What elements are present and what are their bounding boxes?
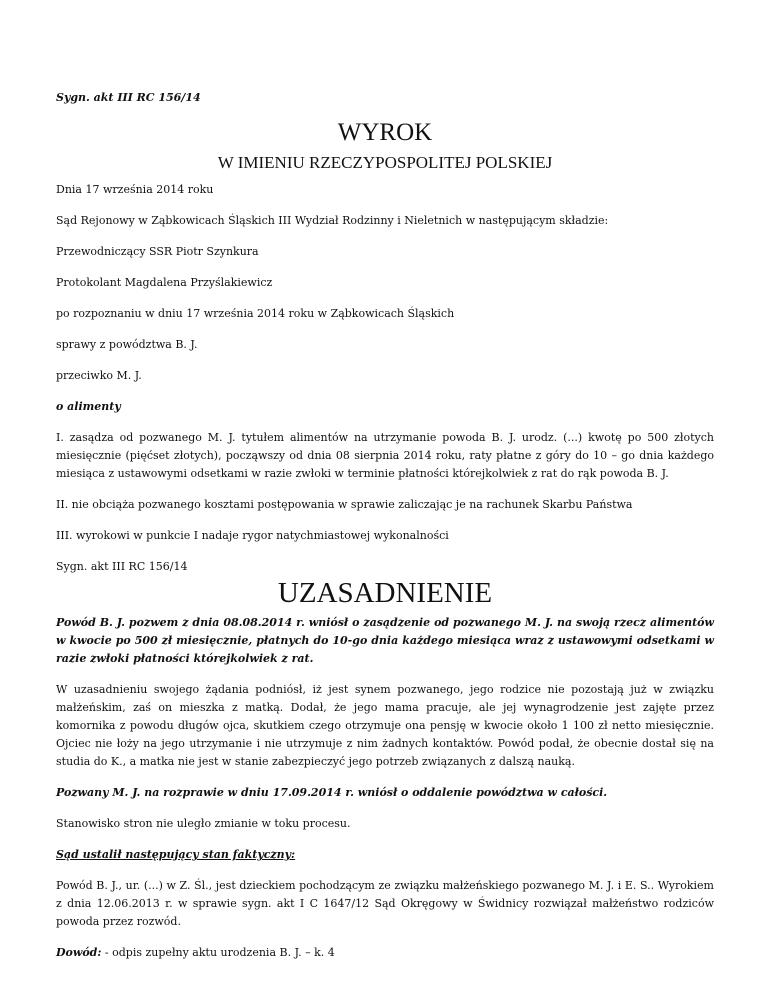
clerk-line: Protokolant Magdalena Przyślakiewicz bbox=[56, 276, 273, 289]
case-signature: Sygn. akt III RC 156/14 bbox=[56, 91, 201, 104]
verdict-point-2: II. nie obciąża pozwanego kosztami postępowania w sprawie zaliczając je na rachunek Skarbu Państwa bbox=[56, 498, 633, 511]
chair-line: Przewodniczący SSR Piotr Szynkura bbox=[56, 245, 259, 258]
verdict-point-1: I. zasądza od pozwanego M. J. tytułem alimentów na utrzymanie powoda B. J. urodz. (...) kwotę po 500 złotych miesięcznie (pięćset złotych), począwszy od dnia 08 sierpnia 2014 roku, raty płatne z góry do 10 – go dnia każdego miesiąca z ustawowymi odsetkami w razie zwłoki w terminie płatności którejkolwiek z rat do rąk powoda B. J. bbox=[56, 431, 714, 480]
against-line: przeciwko M. J. bbox=[56, 369, 142, 382]
verdict-title: WYROK bbox=[337, 119, 433, 146]
date-line: Dnia 17 września 2014 roku bbox=[56, 183, 214, 196]
case-subject: o alimenty bbox=[56, 400, 121, 413]
case-signature-second: Sygn. akt III RC 156/14 bbox=[56, 560, 188, 573]
verdict-subtitle: W IMIENIU RZECZYPOSPOLITEJ POLSKIEJ bbox=[217, 153, 553, 172]
evidence-text: - odpis zupełny aktu urodzenia B. J. – k. 4 bbox=[101, 946, 335, 959]
court-line: Sąd Rejonowy w Ząbkowicach Śląskich III Wydział Rodzinny i Nieletnich w następującym składzie: bbox=[56, 214, 609, 227]
case-line: sprawy z powództwa B. J. bbox=[56, 338, 198, 351]
facts-paragraph: Powód B. J., ur. (...) w Z. Śl., jest dzieckiem pochodzącym ze związku małżeńskiego pozwanego M. J. i E. S.. Wyrokiem z dnia 12.06.2013 r. w sprawie sygn. akt I C 1647/12 Sąd Okręgowy w Świdnicy rozwiązał małżeństwo rodziców powoda przez rozwód. bbox=[56, 879, 714, 928]
claim-paragraph: Powód B. J. pozwem z dnia 08.08.2014 r. wniósł o zasądzenie od pozwanego M. J. na swoją rzecz alimentów w kwocie po 500 zł miesięcznie, płatnych do 10-go dnia każdego miesiąca wraz z ustawowymi odsetkami w razie zwłoki płatności którejkolwiek z rat. bbox=[56, 616, 714, 665]
defendant-paragraph: Pozwany M. J. na rozprawie w dniu 17.09.2014 r. wniósł o oddalenie powództwa w całości. bbox=[56, 786, 608, 799]
facts-heading: Sąd ustalił następujący stan faktyczny: bbox=[56, 848, 296, 861]
evidence-label: Dowód: bbox=[56, 946, 102, 959]
verdict-point-3: III. wyrokowi w punkcie I nadaje rygor natychmiastowej wykonalności bbox=[56, 529, 449, 542]
reason-paragraph: W uzasadnieniu swojego żądania podniósł, iż jest synem pozwanego, jego rodzice nie pozostają już w związku małżeńskim, zaś on mieszka z matką. Dodał, że jego mama pracuje, ale jej wynagrodzenie jest zajęte przez komornika z powodu długów ojca, skutkiem czego otrzymuje ona pensję w kwocie około 1 100 zł netto miesięcznie. Ojciec nie łoży na jego utrzymanie i nie utrzymuje z nim żadnych kontaktów. Powód podał, że obecnie dostał się na studia do K., a matka nie jest w stanie zabezpieczyć jego potrzeb związanych z dalszą nauką. bbox=[56, 683, 714, 768]
positions-paragraph: Stanowisko stron nie uległo zmianie w toku procesu. bbox=[56, 817, 351, 830]
justification-title: UZASADNIENIE bbox=[277, 577, 493, 609]
hearing-line: po rozpoznaniu w dniu 17 września 2014 roku w Ząbkowicach Śląskich bbox=[56, 307, 455, 320]
document-body bbox=[56, 89, 714, 962]
evidence-line bbox=[56, 944, 714, 962]
